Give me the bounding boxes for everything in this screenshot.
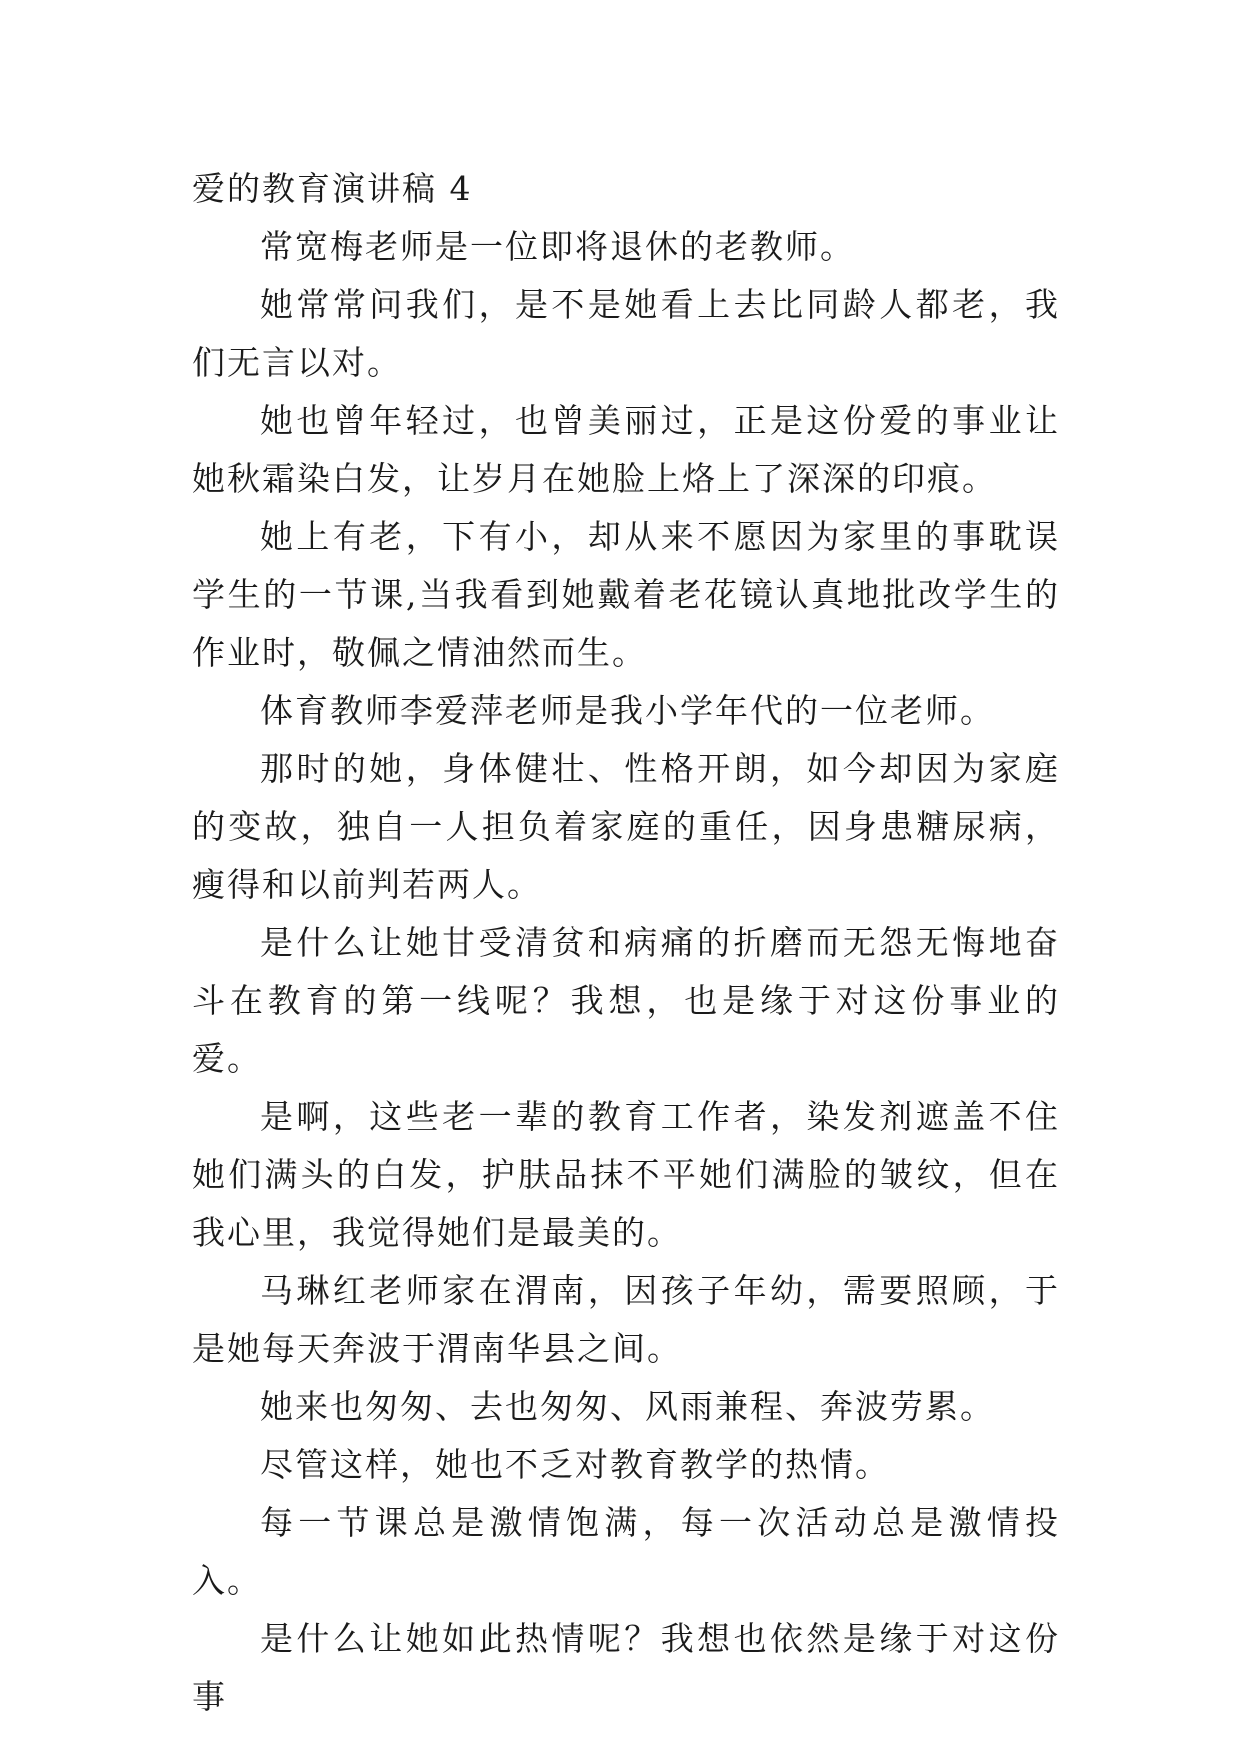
- document-body: [192, 160, 1060, 1726]
- paragraph: 是啊，这些老一辈的教育工作者，染发剂遮盖不住她们满头的白发，护肤品抹不平她们满脸的皱纹，但在我心里，我觉得她们是最美的。: [192, 1097, 1060, 1252]
- paragraph: 马琳红老师家在渭南，因孩子年幼，需要照顾，于是她每天奔波于渭南华县之间。: [192, 1271, 1060, 1368]
- paragraph: 体育教师李爱萍老师是我小学年代的一位老师。: [260, 691, 995, 730]
- paragraph: 她也曾年轻过，也曾美丽过，正是这份爱的事业让她秋霜染白发，让岁月在她脸上烙上了深深的印痕。: [192, 401, 1060, 498]
- paragraph: 是什么让她如此热情呢？我想也依然是缘于对这份事: [192, 1619, 1060, 1716]
- paragraph: 她来也匆匆、去也匆匆、风雨兼程、奔波劳累。: [260, 1387, 995, 1426]
- paragraph: 她上有老，下有小，却从来不愿因为家里的事耽误学生的一节课,当我看到她戴着老花镜认真地批改学生的作业时，敬佩之情油然而生。: [192, 517, 1060, 672]
- paragraph: 那时的她，身体健壮、性格开朗，如今却因为家庭的变故，独自一人担负着家庭的重任，因身患糖尿病，瘦得和以前判若两人。: [192, 749, 1060, 904]
- paragraph: 是什么让她甘受清贫和病痛的折磨而无怨无悔地奋斗在教育的第一线呢？我想，也是缘于对这份事业的爱。: [192, 923, 1060, 1078]
- paragraph: 她常常问我们，是不是她看上去比同龄人都老，我们无言以对。: [192, 285, 1060, 382]
- document-title: 爱的教育演讲稿 4: [192, 169, 473, 208]
- paragraph: 常宽梅老师是一位即将退休的老教师。: [260, 227, 855, 266]
- paragraph: 尽管这样，她也不乏对教育教学的热情。: [260, 1445, 890, 1484]
- paragraph: 每一节课总是激情饱满，每一次活动总是激情投入。: [192, 1503, 1060, 1600]
